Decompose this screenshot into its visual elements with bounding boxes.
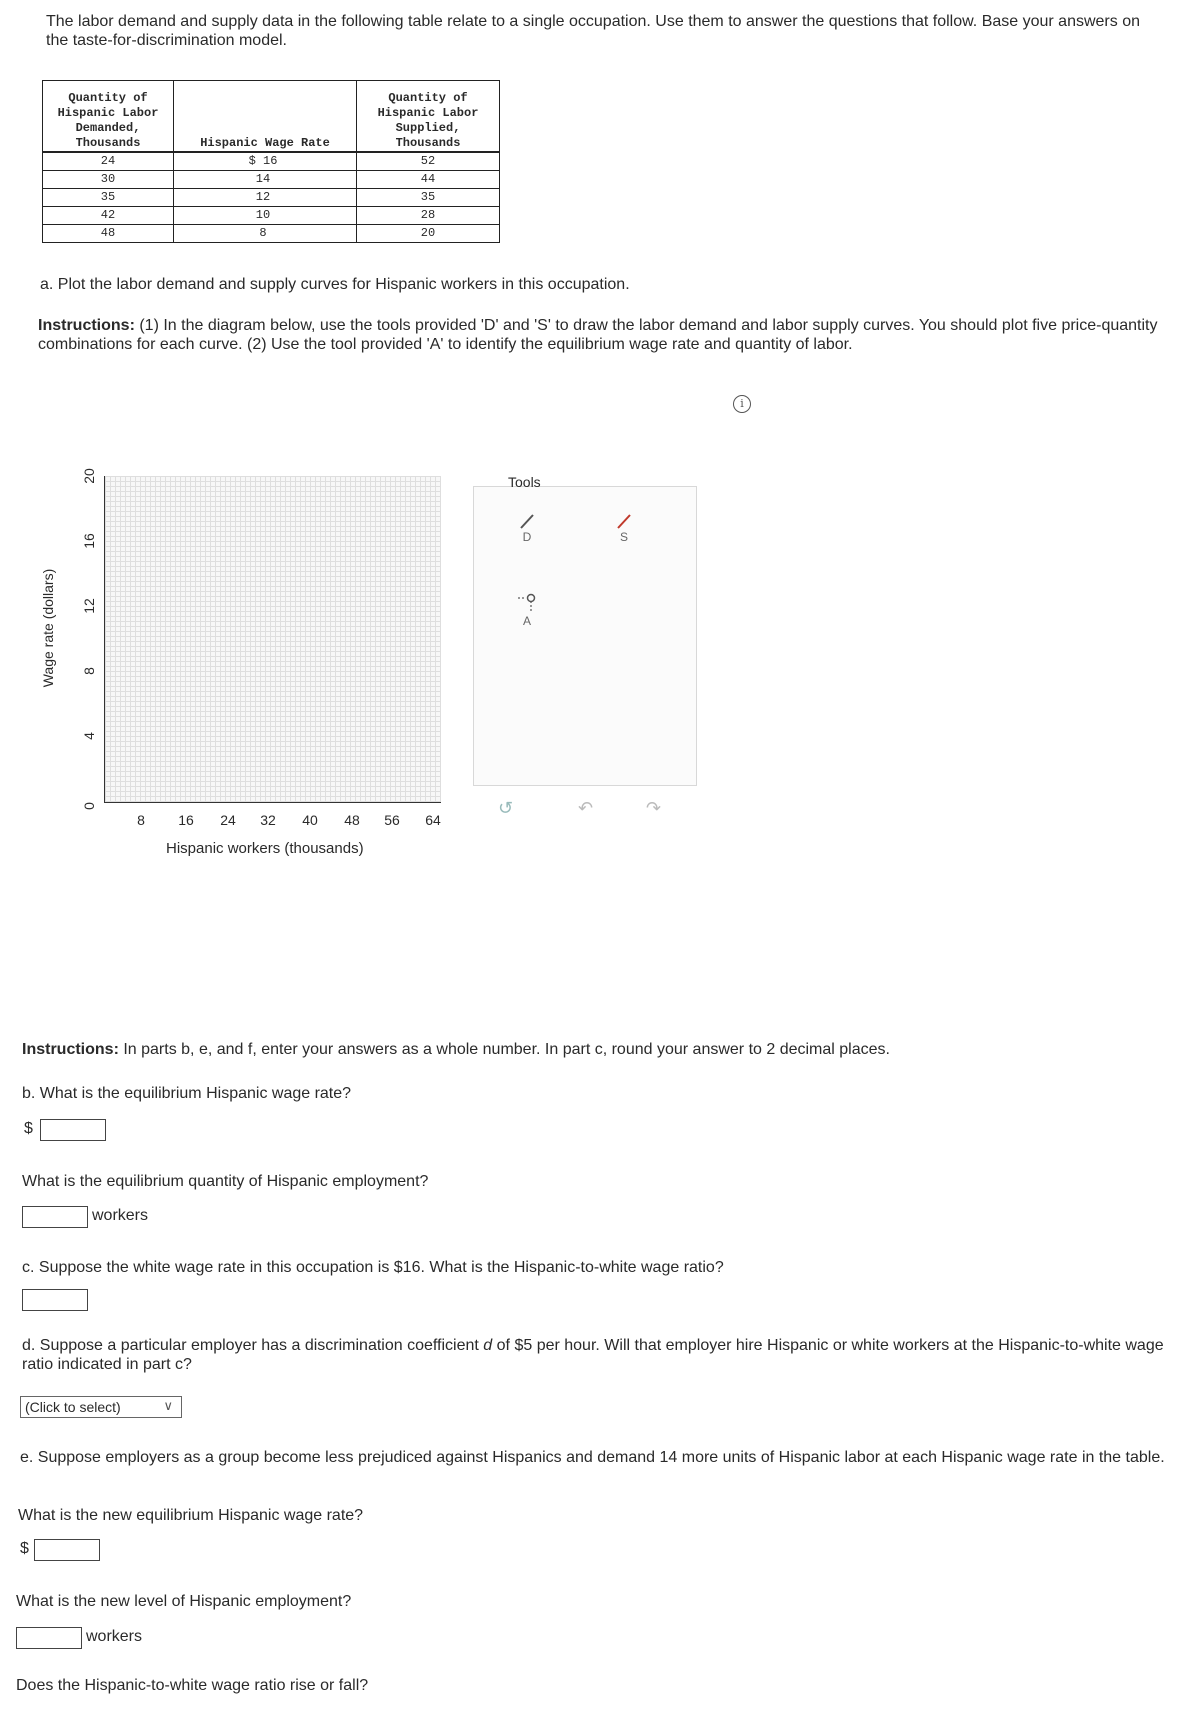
point-tool[interactable] [515,592,539,628]
question-b2: What is the equilibrium quantity of Hispanic employment? [22,1173,429,1190]
part-a-question: a. Plot the labor demand and supply curves for Hispanic workers in this occupation. [40,276,630,293]
tools-title: Tools [508,474,541,490]
table-header-wage: Hispanic Wage Rate [174,81,357,153]
x-tick-label: 8 [137,812,145,828]
table-cell: 28 [357,207,500,225]
y-axis-label: Wage rate (dollars) [40,568,56,688]
table-row [43,225,500,243]
dollar-sign: $ [24,1120,33,1137]
table-cell: 35 [357,189,500,207]
workers-unit: workers [92,1207,149,1224]
demand-tool-label: D [522,530,532,544]
y-tick-label: 16 [81,533,97,549]
y-tick-label: 20 [81,468,97,484]
new-employment-input[interactable] [16,1627,82,1649]
table-row [43,207,500,225]
question-e: e. Suppose employers as a group become less prejudiced against Hispanics and demand 14 more units of Hispanic labor at each Hispanic wage rate in the table. [20,1449,1165,1466]
workers-unit: workers [86,1628,143,1645]
instructions-text: In parts b, e, and f, enter your answers as a whole number. In part c, round your answer to 2 decimal places. [123,1041,890,1058]
new-wage-input[interactable] [34,1539,100,1561]
info-icon[interactable]: i [733,395,751,413]
redo-icon[interactable]: ↷ [646,798,662,818]
graph-plot-area[interactable] [104,476,441,803]
hire-choice-dropdown[interactable] [20,1396,182,1418]
table-cell: 24 [43,152,174,171]
y-tick-label: 8 [81,667,97,675]
instructions-label: Instructions: [22,1041,119,1058]
table-header-supplied: Quantity of Hispanic Labor Supplied, Thousands [357,81,500,153]
table-cell: 10 [174,207,357,225]
x-tick-label: 40 [302,812,318,828]
x-tick-label: 32 [260,812,276,828]
instructions-text: (1) In the diagram below, use the tools provided 'D' and 'S' to draw the labor demand and labor supply curves. You should plot five price-quantity combinations for each curve. (2) Use the tool provided 'A' to identify the equilibrium wage rate and quantity of labor. [38,317,1158,353]
instructions-label: Instructions: [38,317,135,334]
question-b1: b. What is the equilibrium Hispanic wage rate? [22,1085,352,1102]
table-cell: 44 [357,171,500,189]
dropdown-value: (Click to select) [25,1399,121,1415]
table-cell: 12 [174,189,357,207]
x-tick-label: 56 [384,812,400,828]
question-e1: What is the new equilibrium Hispanic wage rate? [18,1507,364,1524]
point-tool-icon [516,592,538,614]
table-row [43,171,500,189]
table-row [43,189,500,207]
instructions-part-b [22,1040,1162,1059]
table-row [43,152,500,171]
supply-tool-label: S [619,530,628,544]
table-cell: 8 [174,225,357,243]
chevron-down-icon: ∨ [163,1398,173,1413]
table-cell: 48 [43,225,174,243]
table-cell: 30 [43,171,174,189]
y-tick-label: 4 [81,732,97,740]
coefficient-variable: d [483,1337,493,1354]
demand-line-tool[interactable] [515,512,539,544]
undo-icon[interactable]: ↶ [578,798,594,818]
dollar-sign: $ [20,1540,29,1557]
y-tick-label: 12 [81,598,97,614]
table-cell: 14 [174,171,357,189]
equilibrium-quantity-input[interactable] [22,1206,88,1228]
table-cell: 42 [43,207,174,225]
reset-icon[interactable]: ↺ [498,798,514,818]
x-tick-label: 24 [220,812,236,828]
table-cell: $ 16 [174,152,357,171]
question-c: c. Suppose the white wage rate in this occupation is $16. What is the Hispanic-to-white wage ratio? [22,1259,724,1276]
tools-panel [473,486,697,786]
supply-line-tool[interactable] [612,512,636,544]
x-tick-label: 16 [178,812,194,828]
line-tool-icon [615,512,633,530]
x-tick-label: 64 [425,812,441,828]
x-tick-label: 48 [344,812,360,828]
table-cell: 35 [43,189,174,207]
instructions-part-a [38,316,1158,354]
x-axis-label: Hispanic workers (thousands) [166,840,364,857]
table-cell: 52 [357,152,500,171]
question-d: d. Suppose a particular employer has a discrimination coefficient d of $5 per hour. Will that employer hire Hispanic or white workers at the Hispanic-to-white wage ratio indicated in part c? [22,1337,1164,1373]
equilibrium-wage-input[interactable] [40,1119,106,1141]
table-header-demanded: Quantity of Hispanic Labor Demanded, Thousands [43,81,174,153]
question-e2: What is the new level of Hispanic employment? [16,1593,352,1610]
labor-data-table [42,80,500,243]
line-tool-icon [518,512,536,530]
table-cell: 20 [357,225,500,243]
problem-intro: The labor demand and supply data in the following table relate to a single occupation. Use them to answer the questions that follow. Base your answers on the taste-for-discrimination model. [46,13,1140,49]
point-tool-label: A [522,614,531,628]
wage-ratio-input[interactable] [22,1289,88,1311]
y-tick-label: 0 [81,802,97,810]
question-e3: Does the Hispanic-to-white wage ratio rise or fall? [16,1677,369,1694]
